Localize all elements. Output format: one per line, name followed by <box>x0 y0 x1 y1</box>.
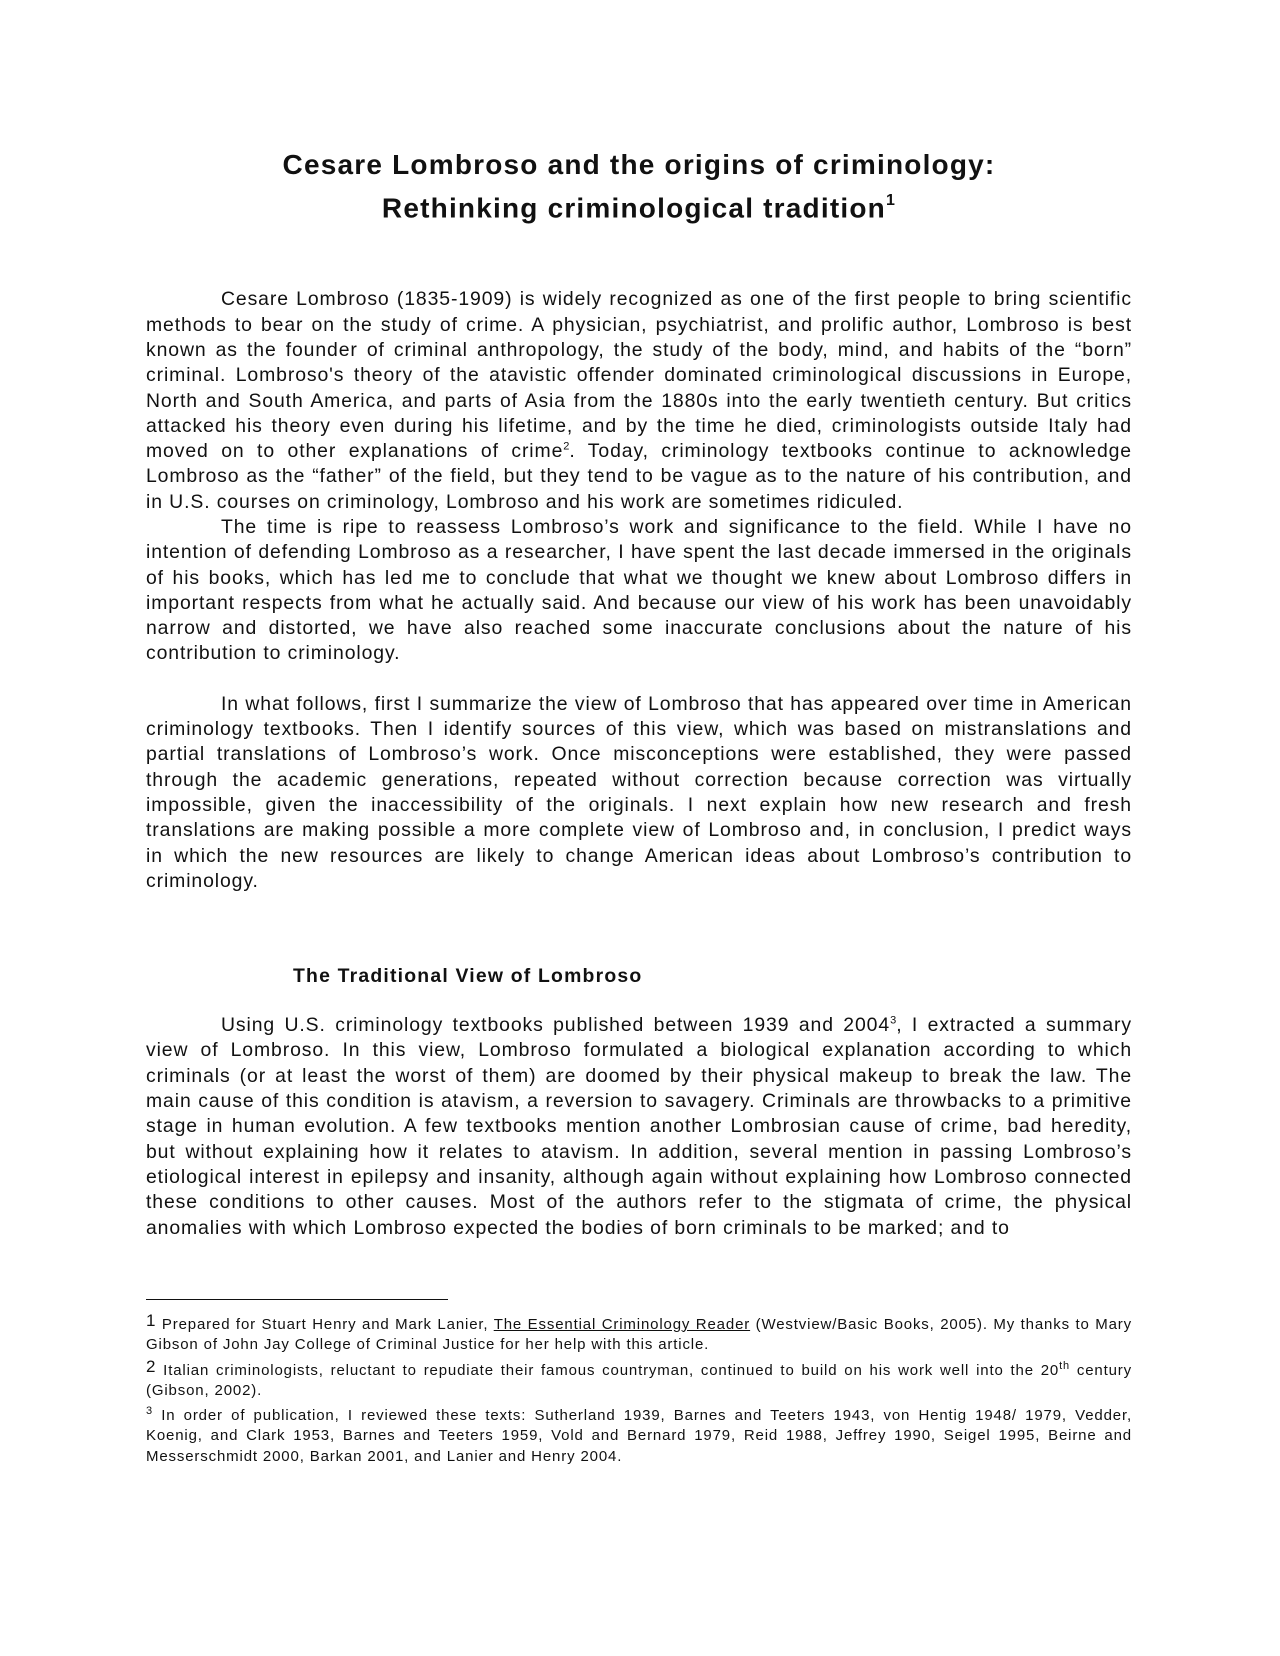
footnote-1-text-b: (Westview/Basic Books, 2005). My thanks to Mary Gibson of John Jay College of Criminal Justice for her help with this article. <box>146 1315 1132 1354</box>
footnote-2 <box>146 1356 1132 1402</box>
footnote-2-superscript: th <box>1059 1359 1071 1372</box>
footnote-1-text-a: Prepared for Stuart Henry and Mark Lanier, <box>161 1315 494 1333</box>
footnotes <box>146 1310 1132 1468</box>
paragraph-intro-text-a: Cesare Lombroso (1835-1909) is widely recognized as one of the first people to bring scientific methods to bear on the study of crime. A physician, psychiatrist, and prolific author, Lombroso is best known as the founder of criminal anthropology, the study of the body, mind, and habits of the “born” criminal. Lombroso's theory of the atavistic offender dominated criminological discussions in Europe, North and South America, and parts of Asia from the 1880s into the early twentieth century. But critics attacked his theory even during his lifetime, and by the time he died, criminologists outside Italy had moved on to other explanations of crime <box>146 288 1132 463</box>
footnote-ref-3[interactable]: 3 <box>890 1014 897 1027</box>
footnote-3-text: In order of publication, I reviewed these texts: Sutherland 1939, Barnes and Teeters 1943, von Hentig 1948/ 1979, Vedder, Koenig, and Clark 1953, Barnes and Teeters 1959, Vold and Bernard 1979, Reid 1988, Jeffrey 1990, Seigel 1995, Beirne and Messerschmidt 2000, Barkan 2001, and Lanier and Henry 2004. <box>146 1406 1132 1465</box>
footnote-2-text-a: Italian criminologists, reluctant to repudiate their famous countryman, continued to build on his work well into the 20 <box>163 1361 1060 1379</box>
title-line-2: Rethinking criminological tradition <box>381 192 886 224</box>
footnote-1-book-title: The Essential Criminology Reader <box>493 1315 751 1333</box>
footnote-2-number: 2 <box>146 1356 157 1376</box>
document-title <box>146 146 1132 227</box>
paragraph-intro <box>146 287 1132 515</box>
footnote-1 <box>146 1310 1132 1356</box>
section-heading: The Traditional View of Lombroso <box>293 965 643 988</box>
title-footnote-marker[interactable]: 1 <box>885 192 897 209</box>
footnote-2-text-b: century (Gibson, 2002). <box>146 1361 1132 1400</box>
paragraph-traditional-text-a: Using U.S. criminology textbooks published between 1939 and 2004 <box>221 1014 891 1037</box>
footnote-3 <box>146 1406 1132 1468</box>
paragraph-traditional-text-b: , I extracted a summary view of Lombroso. In this view, Lombroso formulated a biological explanation according to which criminals (or at least the worst of them) are doomed by their physical makeup to break the law. The main cause of this condition is atavism, a reversion to savagery. Criminals are throwbacks to a primitive stage in human evolution. A few textbooks mention another Lombrosian cause of crime, bad heredity, but without explaining how it relates to atavism. In addition, several mention in passing Lombroso’s etiological interest in epilepsy and insanity, although again without explaining how Lombroso connected these conditions to other causes. Most of the authors refer to the stigmata of crime, the physical anomalies with which Lombroso expected the bodies of born criminals to be marked; and to <box>146 1014 1133 1239</box>
document-page <box>146 0 1132 1471</box>
footnote-3-number: 3 <box>146 1404 153 1417</box>
paragraph-reassess: The time is ripe to reassess Lombroso’s work and significance to the field. While I have no intention of defending Lombroso as a researcher, I have spent the last decade immersed in the originals of his books, which has led me to conclude that what we thought we knew about Lombroso differs in important respects from what he actually said. And because our view of his work has been unavoidably narrow and distorted, we have also reached some inaccurate conclusions about the nature of his contribution to criminology. <box>146 516 1132 665</box>
footnote-1-number: 1 <box>146 1310 157 1330</box>
paragraph-traditional-view <box>146 1013 1132 1241</box>
paragraph-outline: In what follows, first I summarize the view of Lombroso that has appeared over time in American criminology textbooks. Then I identify sources of this view, which was based on mistranslations and partial translations of Lombroso’s work. Once misconceptions were established, they were passed through the academic generations, repeated without correction because correction was virtually impossible, given the inaccessibility of the originals. I next explain how new research and fresh translations are making possible a more complete view of Lombroso and, in conclusion, I predict ways in which the new resources are likely to change American ideas about Lombroso’s contribution to criminology. <box>146 692 1132 892</box>
footnote-separator <box>146 1299 448 1300</box>
title-line-1: Cesare Lombroso and the origins of criminology: <box>282 149 996 180</box>
paragraph-intro-text-b: . Today, criminology textbooks continue to acknowledge Lombroso as the “father” of the field, but they tend to be vague as to the nature of his contribution, and in U.S. courses on criminology, Lombroso and his work are sometimes ridiculed. <box>146 440 1132 513</box>
footnote-ref-2[interactable]: 2 <box>563 440 570 453</box>
